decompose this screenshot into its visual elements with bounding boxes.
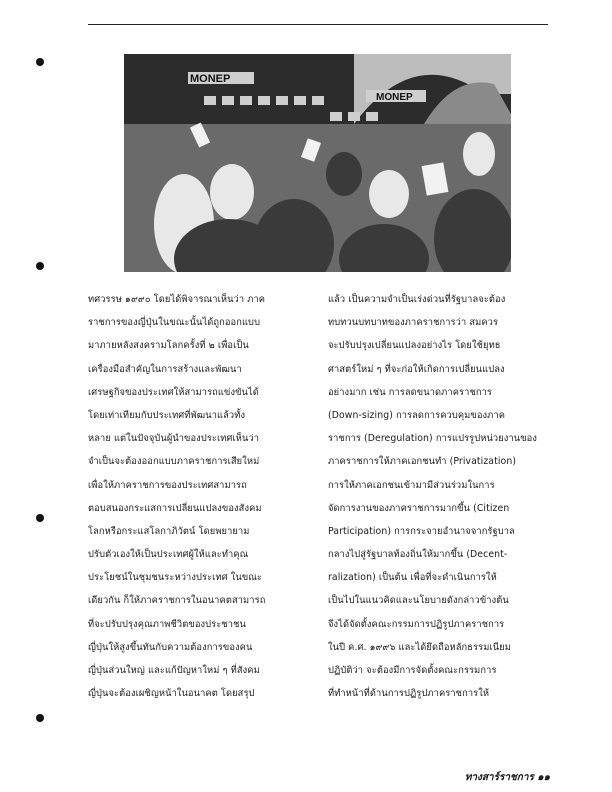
body-text-line: ประโยชน์ในชุมชนระหว่างประเทศ ในขณะ [88, 572, 263, 584]
body-text-line: อย่างมาก เช่น การลดขนาดภาคราชการ [328, 386, 493, 398]
body-text-line: ทบทวนบทบาทของภาคราชการว่า สมควร [328, 317, 499, 329]
text-column-left [88, 288, 283, 705]
body-text-line: หลาย แต่ในปัจจุบันผู้นำของประเทศเห็นว่า [88, 433, 260, 445]
body-text-line: ราชการ (Deregulation) การแปรรูปหน่วยงานของ [328, 433, 537, 445]
body-text-line: Participation) การกระจายอำนาจจากรัฐบาล [328, 525, 515, 537]
body-text-line: จำเป็นจะต้องออกแบบภาคราชการเสียใหม่ [88, 456, 260, 468]
body-text-line: ที่จะปรับปรุงคุณภาพชีวิตของประชาชน [88, 618, 246, 630]
body-text-line: ศาสตร์ใหม่ ๆ ที่จะก่อให้เกิดการเปลี่ยนแปลง [328, 363, 505, 375]
text-column-right [328, 288, 548, 705]
body-text-line: ภาคราชการให้ภาคเอกชนทำ (Privatization) [328, 456, 517, 468]
body-text-line: เศรษฐกิจของประเทศให้สามารถแข่งขันได้ [88, 386, 259, 398]
body-text-line: (Down-sizing) การลดการควบคุมของภาค [328, 409, 506, 421]
binder-hole [36, 514, 44, 522]
body-text-line: มาภายหลังสงครามโลกครั้งที่ ๒ เพื่อเป็น [88, 340, 249, 352]
body-text-line: ตอบสนองกระแสการเปลี่ยนแปลงของสังคม [88, 502, 262, 514]
binder-hole [36, 58, 44, 66]
body-text-line: ทศวรรษ ๑๙๙๐ โดยได้พิจารณาเห็นว่า ภาค [88, 294, 266, 305]
body-text-line: ราชการของญี่ปุ่นในขณะนั้นได้ถูกออกแบบ [88, 317, 261, 329]
monep-sign: MONEP [376, 92, 413, 103]
trading-floor-photo [124, 54, 511, 272]
body-text-line: กลางไปสู่รัฐบาลท้องถิ่นให้มากขึ้น (Decent- [328, 549, 508, 561]
body-text-line: เครื่องมือสำคัญในการสร้างและพัฒนา [88, 363, 242, 375]
page-footer: ทางสาร์ราชการ ๑๑ [464, 772, 550, 783]
body-text-line: การให้ภาคเอกชนเข้ามามีส่วนร่วมในการ [328, 479, 495, 491]
body-text-line: ญี่ปุ่นให้สูงขึ้นทันกับความต้องการของคน [88, 641, 253, 653]
body-text-line: โลกหรือกระแสโลกาภิวัตน์ โดยพยายาม [88, 525, 250, 537]
body-text-line: จัดการงานของภาคราชการมากขึ้น (Citizen [328, 502, 510, 514]
body-text-line: ที่ทำหน้าที่ด้านการปฏิรูปภาคราชการให้ [328, 688, 490, 700]
body-text-line: เดียวกัน ก็ให้ภาคราชการในอนาคตสามารถ [88, 595, 266, 607]
body-text-line: ญี่ปุ่นส่วนใหญ่ และแก้ปัญหาใหม่ ๆ ที่สังคม [88, 665, 260, 676]
header-rule [88, 24, 548, 25]
body-text-line: จะปรับปรุงเปลี่ยนแปลงอย่างไร โดยใช้ยุทธ [328, 340, 501, 352]
monep-sign: MONEP [190, 73, 231, 85]
body-text-line: เป็นไปในแนวคิดและนโยบายดังกล่าวข้างต้น [328, 595, 509, 607]
body-text-line: จึงได้จัดตั้งคณะกรรมการปฏิรูปภาคราชการ [328, 618, 505, 630]
body-text-line: ralization) เป็นต้น เพื่อที่จะดำเนินการให้ [328, 572, 497, 584]
body-text-line: ในปี ค.ศ. ๑๙๙๖ และได้ยึดถือหลักธรรมเนียม [328, 641, 511, 653]
body-text-line: เพื่อให้ภาคราชการของประเทศสามารถ [88, 479, 247, 491]
body-text-line: แล้ว เป็นความจำเป็นเร่งด่วนที่รัฐบาลจะต้อง [328, 294, 506, 305]
body-text-line: ปฏิบัติว่า จะต้องมีการจัดตั้งคณะกรรมการ [328, 665, 497, 676]
body-text-line: โดยเท่าเทียมกับประเทศที่พัฒนาแล้วทั้ง [88, 409, 246, 421]
body-text-line: ญี่ปุ่นจะต้องเผชิญหน้าในอนาคต โดยสรุป [88, 688, 255, 700]
binder-hole [36, 262, 44, 270]
binder-hole [36, 714, 44, 722]
body-text-line: ปรับตัวเองให้เป็นประเทศผู้ให้และทำคุณ [88, 549, 249, 561]
